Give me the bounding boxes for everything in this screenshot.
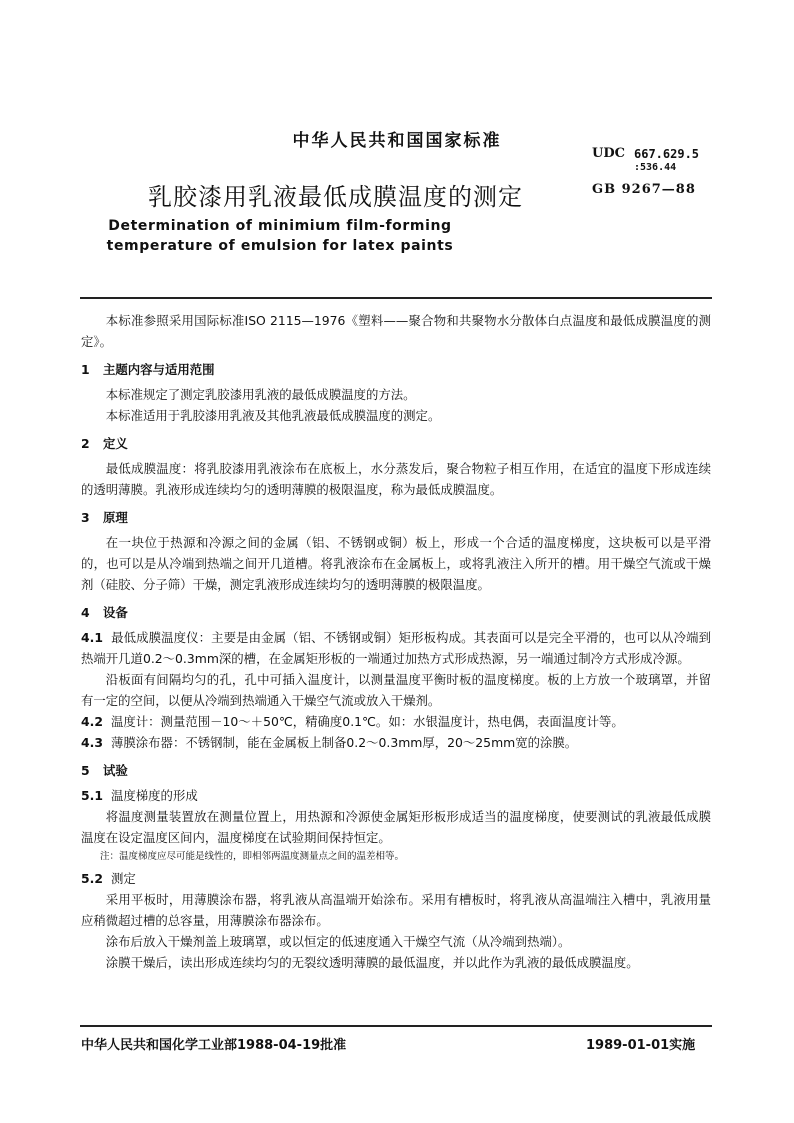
clause-4-1-paragraph-2: 沿板面有间隔均匀的孔，孔中可插入温度计，以测量温度平衡时板的温度梯度。板的上方放一个玻璃罩，并留有一定的空间，以便从冷端到热端通入干燥空气流或放入干燥剂。 [81,672,711,708]
clause-5-2-paragraph-2: 涂布后放入干燥剂盖上玻璃罩，或以恒定的低速度通入干燥空气流（从冷端到热端）。 [105,934,571,949]
clause-number: 4.3 [81,735,103,750]
udc-label: UDC [592,146,625,161]
section-number: 1 [81,362,90,377]
section-title: 定义 [103,436,128,451]
section-2-heading [81,433,711,454]
clause-4-1 [81,627,711,669]
section-number: 3 [81,510,90,525]
clause-number: 4.1 [81,630,103,645]
section-4-heading [81,602,711,623]
document-body [81,310,711,973]
clause-text: 最低成膜温度仪：主要是由金属（铝、不锈钢或铜）矩形板构成。其表面可以是完全平滑的，也可以从冷端到热端开几道0.2～0.3mm深的槽，在金属矩形板的一端通过加热方式形成热源，另一端通过制冷方式形成冷源。 [81,630,711,666]
section-3-paragraph-1: 在一块位于热源和冷源之间的金属（铝、不锈钢或铜）板上，形成一个合适的温度梯度，这块板可以是平滑的，也可以是从冷端到热端之间开几道槽。将乳液涂布在金属板上，或将乳液注入所开的槽。用干燥空气流或干燥剂（硅胶、分子筛）干燥，测定乳液形成连续均匀的透明薄膜的极限温度。 [81,535,711,592]
clause-number: 4.2 [81,714,103,729]
intro-paragraph: 本标准参照采用国际标准ISO 2115—1976《塑料——聚合物和共聚物水分散体白点温度和最低成膜温度的测定》。 [81,313,711,349]
approval-line: 中华人民共和国化学工业部1988-04-19批准 [81,1038,347,1053]
section-3-heading [81,507,711,528]
section-1-paragraph-1: 本标准规定了测定乳胶漆用乳液的最低成膜温度的方法。 [105,387,416,402]
national-standard-heading: 中华人民共和国国家标准 [292,131,502,151]
section-number: 5 [81,763,90,778]
clause-number: 5.2 [81,871,103,886]
section-5-heading [81,760,711,781]
section-1-paragraph-2: 本标准适用于乳胶漆用乳液及其他乳液最低成膜温度的测定。 [105,408,441,423]
clause-5-1 [81,785,711,806]
clause-5-1-note: 注：温度梯度应尽可能是线性的，即相邻两温度测量点之间的温差相等。 [100,851,405,862]
document-title-cn: 乳胶漆用乳液最低成膜温度的测定 [148,183,523,211]
clause-number: 5.1 [81,788,103,803]
bottom-divider [80,1025,712,1027]
section-number: 2 [81,436,90,451]
udc-code-line2: :536.44 [634,162,677,173]
clause-4-3 [81,732,711,753]
clause-5-2 [81,868,711,889]
section-1-heading [81,359,711,380]
section-title: 设备 [103,605,128,620]
section-number: 4 [81,605,90,620]
clause-5-2-paragraph-3: 涂膜干燥后，读出形成连续均匀的无裂纹透明薄膜的最低温度，并以此作为乳液的最低成膜温度。 [105,955,639,970]
document-title-en-line1: Determination of minimium film-forming [108,218,452,234]
document-title-en-line2: temperature of emulsion for latex paints [106,238,454,254]
clause-text: 温度计：测量范围－10～＋50℃，精确度0.1℃。如：水银温度计，热电偶，表面温度计等。 [111,714,624,729]
udc-code-line1: 667.629.5 [634,147,700,161]
section-title: 主题内容与适用范围 [103,362,215,377]
gb-standard-code: GB 9267—88 [592,182,696,197]
clause-4-2 [81,711,711,732]
clause-title: 温度梯度的形成 [111,788,198,803]
clause-5-2-paragraph-1: 采用平板时，用薄膜涂布器，将乳液从高温端开始涂布。采用有槽板时，将乳液从高温端注入槽中，乳液用量应稍微超过槽的总容量，用薄膜涂布器涂布。 [81,892,711,928]
clause-title: 测定 [111,871,136,886]
top-divider [80,297,712,299]
implementation-date: 1989-01-01实施 [586,1038,696,1053]
clause-text: 薄膜涂布器：不锈钢制，能在金属板上制备0.2～0.3mm厚，20～25mm宽的涂膜。 [111,735,578,750]
section-title: 原理 [103,510,128,525]
section-title: 试验 [103,763,128,778]
clause-5-1-paragraph-1: 将温度测量装置放在测量位置上，用热源和冷源使金属矩形板形成适当的温度梯度，使要测试的乳液最低成膜温度在设定温度区间内，温度梯度在试验期间保持恒定。 [81,809,711,845]
section-2-paragraph-1: 最低成膜温度：将乳胶漆用乳液涂布在底板上，水分蒸发后，聚合物粒子相互作用，在适宜的温度下形成连续的透明薄膜。乳液形成连续均匀的透明薄膜的极限温度，称为最低成膜温度。 [81,461,711,497]
